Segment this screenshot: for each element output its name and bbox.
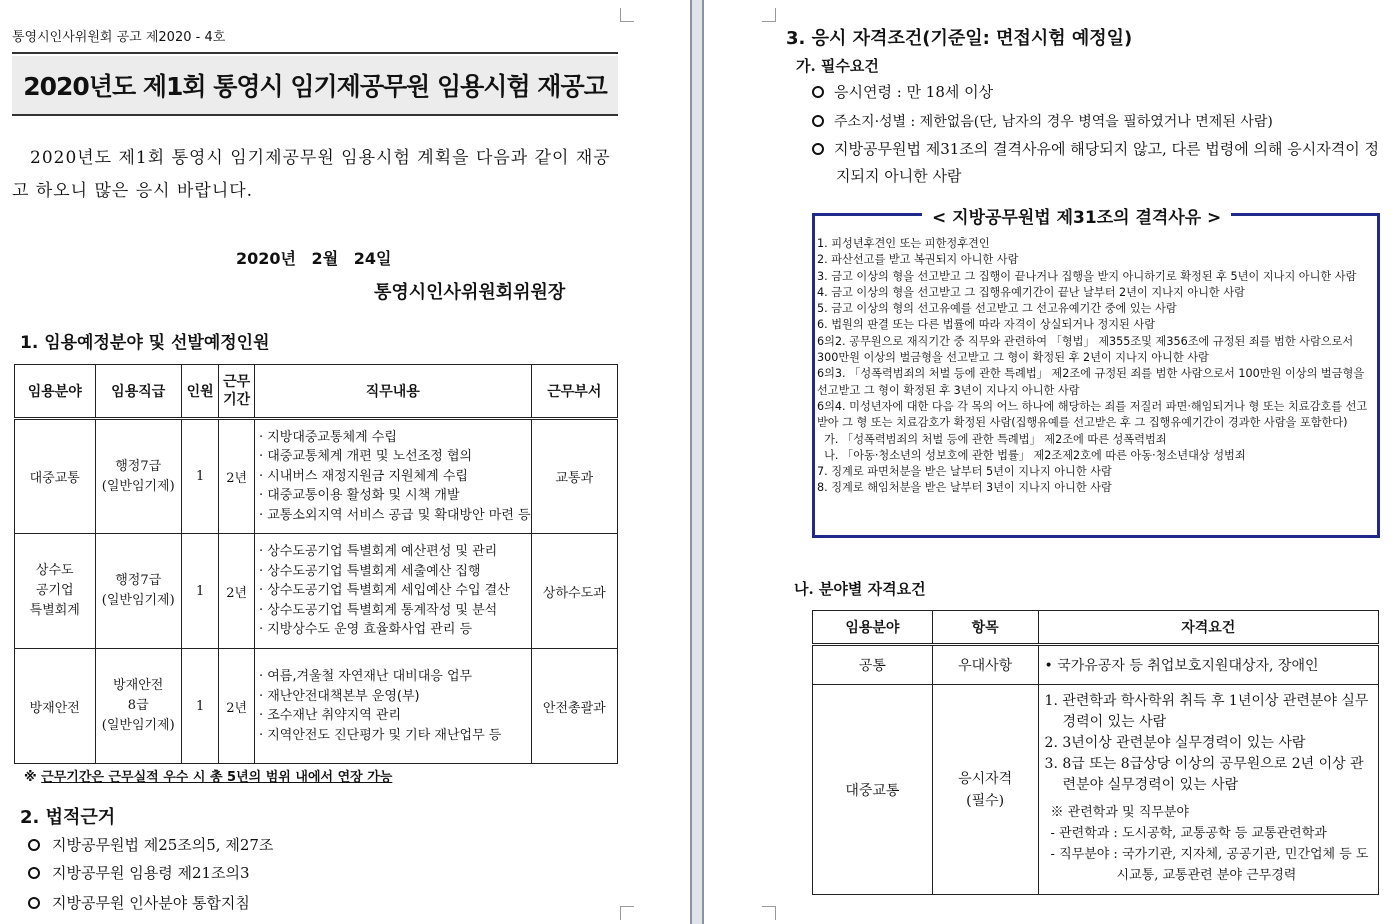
list-item: 6의4. 미성년자에 대한 다음 각 목의 어느 하나에 해당하는 죄를 저질러 파면·해임되거나 형 또는 치료감호를 선고받아 그 형 또는 치료감호가 확정된 사람(집행유예를 선고받은 후 그 집행유예기간이 경과한 사람을 포함한다) bbox=[817, 399, 1368, 430]
period-note bbox=[24, 766, 392, 785]
requirement-cell: • 국가유공자 등 취업보호지원대상자, 장애인 bbox=[1038, 645, 1378, 685]
note-line: - 직무분야 : 국가기관, 지자체, 공공기관, 민간업체 등 도시교통, 교통관련 분야 근무경력 bbox=[1050, 847, 1369, 883]
notice-date: 2020년 2월 24일 bbox=[236, 249, 392, 268]
list-item: 5. 금고 이상의 형의 선고유예를 선고받고 그 선고유예기간 중에 있는 사람 bbox=[817, 302, 1177, 316]
list-item: 1. 피성년후견인 또는 피한정후견인 bbox=[817, 237, 990, 250]
qualification-list bbox=[1039, 685, 1378, 894]
table-header-row bbox=[813, 611, 1379, 645]
table-row bbox=[15, 419, 618, 534]
list-item: 6의3. 「성폭력범죄의 처벌 등에 관한 특례법」 제2조에 규정된 죄를 범한 사람으로서 100만원 이상의 벌금형을 선고받고 그 형이 확정된 후 3년이 지나지 아니한 사람 bbox=[817, 367, 1365, 397]
field-cell: 공통 bbox=[813, 645, 933, 685]
table-header: 인원 bbox=[181, 365, 218, 419]
disqualification-list bbox=[817, 236, 1377, 497]
table-header: 임용직급 bbox=[95, 365, 181, 419]
signer: 통영시인사위원회위원장 bbox=[374, 282, 566, 303]
field-cell: 상수도 공기업 특별회계 bbox=[15, 534, 96, 649]
duty-item: · 교통소외지역 서비스 공급 및 확대방안 마련 등 bbox=[259, 506, 531, 526]
duty-item: · 지역안전도 진단평가 및 기타 재난업무 등 bbox=[259, 726, 531, 746]
table-header: 직무내용 bbox=[254, 365, 531, 419]
notice-number: 통영시인사위원회 공고 제2020 - 4호 bbox=[12, 30, 226, 45]
list-item: 3. 금고 이상의 형을 선고받고 그 집행이 끝나거나 집행을 받지 아니하기로 확정된 후 5년이 지나지 아니한 사람 bbox=[817, 269, 1357, 283]
field-cell: 대중교통 bbox=[15, 419, 96, 534]
duty-item: · 상수도공기업 특별회계 세입예산 수입 결산 bbox=[259, 581, 531, 601]
document-page-left bbox=[0, 0, 690, 924]
page-corner-mark bbox=[620, 906, 634, 920]
duty-item: · 대중교통이용 활성화 및 시책 개발 bbox=[259, 486, 531, 506]
duty-item: · 상수도공기업 특별회계 세출예산 집행 bbox=[259, 562, 531, 582]
circle-bullet-icon bbox=[28, 867, 40, 879]
period-cell: 2년 bbox=[219, 534, 255, 649]
duty-item: · 지방상수도 운영 효율화사업 관리 등 bbox=[259, 620, 531, 640]
table-row bbox=[813, 645, 1379, 685]
subsection-heading: 나. 분야별 자격요건 bbox=[794, 580, 926, 598]
duty-item: · 조수재난 취약지역 관리 bbox=[259, 706, 531, 726]
duty-cell bbox=[254, 419, 531, 534]
title-rule bbox=[12, 114, 618, 116]
intro-paragraph: 2020년도 제1회 통영시 임기제공무원 임용시험 계획을 다음과 같이 재공고 하오니 많은 응시 바랍니다. bbox=[12, 148, 611, 201]
table-header-row bbox=[15, 365, 618, 419]
section-heading: 2. 법적근거 bbox=[20, 807, 116, 828]
page-corner-mark bbox=[762, 8, 776, 22]
duty-item: · 상수도공기업 특별회계 예산편성 및 관리 bbox=[259, 542, 531, 562]
duty-item: · 대중교통체계 개편 및 노선조정 협의 bbox=[259, 447, 531, 467]
disqualification-title: < 지방공무원법 제31조의 결격사유 > bbox=[922, 203, 1231, 228]
circle-bullet-icon bbox=[812, 115, 824, 127]
page-corner-mark bbox=[620, 8, 634, 22]
law-item bbox=[28, 834, 273, 855]
list-item: 가. 「성폭력범죄의 처벌 등에 관한 특례법」 제2조에 따른 성폭력범죄 bbox=[817, 432, 1167, 446]
table-header: 임용분야 bbox=[813, 611, 933, 645]
dept-cell: 교통과 bbox=[531, 419, 617, 534]
count-cell: 1 bbox=[181, 649, 218, 764]
requirement-cell bbox=[1038, 685, 1378, 895]
law-text: 지방공무원 인사분야 통합지침 bbox=[52, 894, 250, 912]
section-heading: 3. 응시 자격조건(기준일: 면접시험 예정일) bbox=[786, 28, 1133, 49]
requirement-text: 주소지·성별 : 제한없음(단, 남자의 경우 병역을 필하였거나 면제된 사람) bbox=[834, 114, 1273, 130]
document-page-right bbox=[704, 0, 1397, 924]
requirement-item bbox=[812, 79, 1382, 106]
list-item: 1. 관련학과 학사학위 취득 후 1년이상 관련분야 실무경력이 있는 사람 bbox=[1044, 693, 1369, 730]
list-item: 6의2. 공무원으로 재직기간 중 직무와 관련하여 「형법」 제355조및 제356조에 규정된 죄를 범한 사람으로서 300만원 이상의 벌금형을 선고받고 그 형이 확정된 후 2년이 지나지 아니한 사람 bbox=[817, 334, 1354, 365]
list-item: 2. 파산선고를 받고 복권되지 아니한 사람 bbox=[817, 253, 1019, 267]
circle-bullet-icon bbox=[812, 86, 824, 98]
table-row bbox=[15, 649, 618, 764]
field-cell: 방재안전 bbox=[15, 649, 96, 764]
law-item bbox=[28, 892, 250, 913]
duty-item: · 시내버스 재정지원금 지원체계 수립 bbox=[259, 467, 531, 487]
circle-bullet-icon bbox=[28, 839, 40, 851]
requirement-text: 응시연령 : 만 18세 이상 bbox=[834, 83, 994, 101]
law-text: 지방공무원법 제25조의5, 제27조 bbox=[52, 836, 274, 854]
document-title: 2020년도 제1회 통영시 임기제공무원 임용시험 재공고 bbox=[23, 72, 607, 101]
table-row bbox=[813, 685, 1379, 895]
count-cell: 1 bbox=[181, 534, 218, 649]
law-text: 지방공무원 임용령 제21조의3 bbox=[52, 864, 250, 882]
dept-cell: 상하수도과 bbox=[531, 534, 617, 649]
period-cell: 2년 bbox=[219, 649, 255, 764]
law-item bbox=[28, 862, 250, 883]
page-gutter bbox=[690, 0, 704, 924]
recruitment-table bbox=[14, 364, 618, 764]
table-header: 근무부서 bbox=[531, 365, 617, 419]
title-rule bbox=[12, 52, 618, 54]
note-line: - 관련학과 : 도시공학, 교통공학 등 교통관련학과 bbox=[1050, 826, 1327, 841]
page-corner-mark bbox=[762, 906, 776, 920]
title-box bbox=[12, 56, 618, 114]
duty-item: · 지방대중교통체계 수립 bbox=[259, 428, 531, 448]
table-header: 항목 bbox=[932, 611, 1038, 645]
requirement-item bbox=[812, 108, 1397, 136]
list-item: 2. 3년이상 관련분야 실무경력이 있는 사람 bbox=[1044, 735, 1306, 751]
duty-cell bbox=[254, 534, 531, 649]
qualification-note bbox=[1045, 802, 1374, 886]
grade-cell: 행정7급 (일반임기제) bbox=[95, 419, 181, 534]
circle-bullet-icon bbox=[812, 143, 824, 155]
period-cell: 2년 bbox=[219, 419, 255, 534]
duty-item: · 여름,겨울철 자연재난 대비대응 업무 bbox=[259, 667, 531, 687]
grade-cell: 방재안전 8급 (일반임기제) bbox=[95, 649, 181, 764]
section-heading: 1. 임용예정분야 및 선발예정인원 bbox=[20, 333, 270, 353]
list-item: 7. 징계로 파면처분을 받은 날부터 5년이 지나지 아니한 사람 bbox=[817, 465, 1112, 479]
requirement-text: 지방공무원법 제31조의 결격사유에 해당되지 않고, 다른 법령에 의해 응시자격이 정지되지 아니한 사람 bbox=[834, 140, 1379, 185]
list-item: 8. 징계로 해임처분을 받은 날부터 3년이 지나지 아니한 사람 bbox=[817, 481, 1112, 495]
requirement-item bbox=[812, 136, 1384, 190]
item-cell: 우대사항 bbox=[932, 645, 1038, 685]
note-text: 근무기간은 근무실적 우수 시 총 5년의 범위 내에서 연장 가능 bbox=[41, 770, 393, 785]
list-item: 나. 「아동·청소년의 성보호에 관한 법률」 제2조제2호에 따른 아동·청소년대상 성범죄 bbox=[817, 448, 1246, 462]
dept-cell: 안전총괄과 bbox=[531, 649, 617, 764]
note-mark: ※ bbox=[24, 770, 37, 785]
circle-bullet-icon bbox=[28, 897, 40, 909]
grade-cell: 행정7급 (일반임기제) bbox=[95, 534, 181, 649]
count-cell: 1 bbox=[181, 419, 218, 534]
duty-cell bbox=[254, 649, 531, 764]
table-header: 근무 기간 bbox=[219, 365, 255, 419]
duty-item: · 재난안전대책본부 운영(부) bbox=[259, 687, 531, 707]
table-header: 임용분야 bbox=[15, 365, 96, 419]
list-item: 6. 법원의 판결 또는 다른 법률에 따라 자격이 상실되거나 정지된 사람 bbox=[817, 318, 1156, 332]
table-header: 자격요건 bbox=[1038, 611, 1378, 645]
item-cell: 응시자격 (필수) bbox=[932, 685, 1038, 895]
subsection-heading: 가. 필수요건 bbox=[796, 57, 879, 75]
field-cell: 대중교통 bbox=[813, 685, 933, 895]
list-item: 4. 금고 이상의 형을 선고받고 그 집행유예기간이 끝난 날부터 2년이 지나지 아니한 사람 bbox=[817, 285, 1245, 299]
list-item: 3. 8급 또는 8급상당 이상의 공무원으로 2년 이상 관련분야 실무경력이 있는 사람 bbox=[1044, 756, 1364, 793]
note-heading: ※ 관련학과 및 직무분야 bbox=[1050, 805, 1189, 820]
table-row bbox=[15, 534, 618, 649]
qualification-table bbox=[812, 610, 1379, 895]
duty-item: · 상수도공기업 특별회계 통계작성 및 분석 bbox=[259, 601, 531, 621]
